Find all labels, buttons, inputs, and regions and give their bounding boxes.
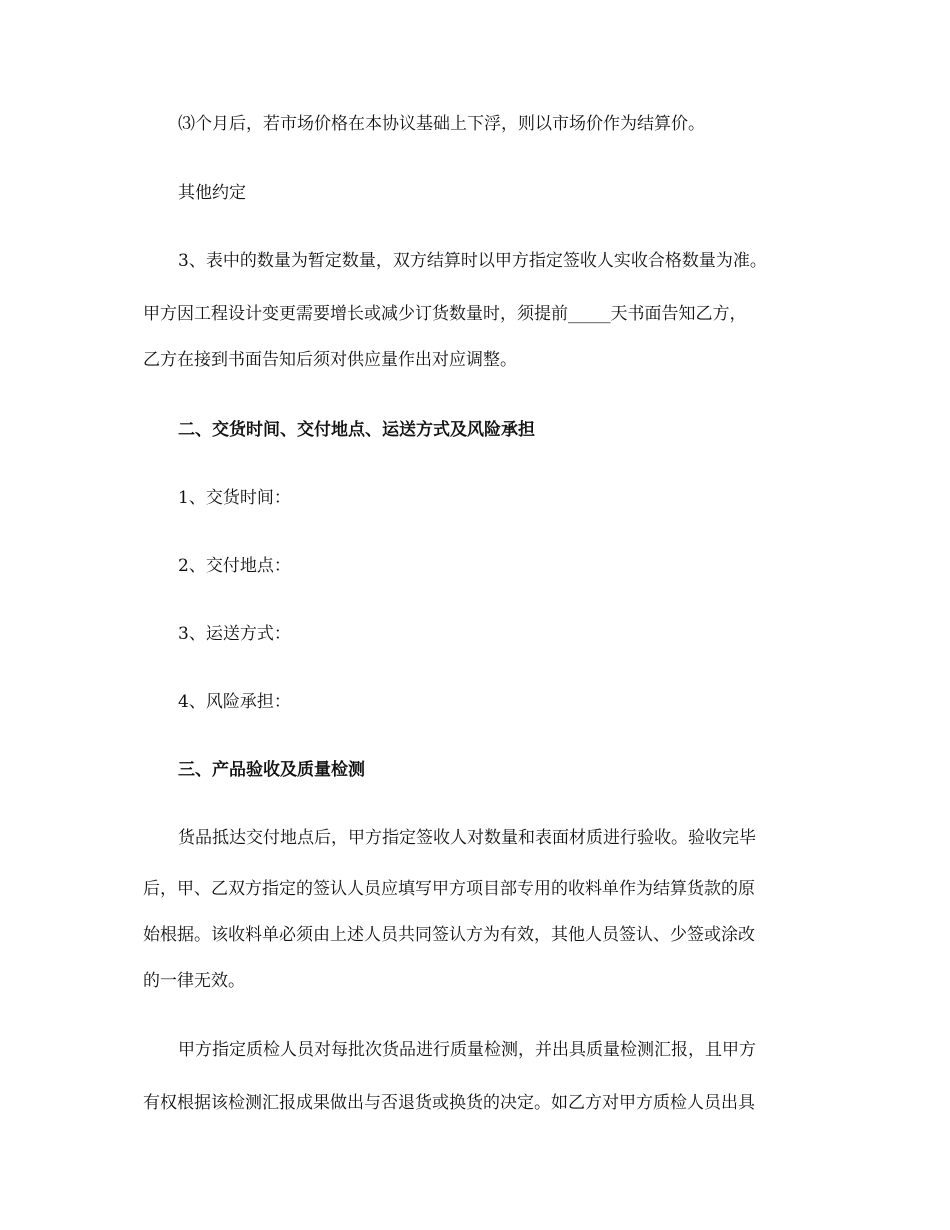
paragraph-line: ⑶个月后，若市场价格在本协议基础上下浮，则以市场价作为结算价。 bbox=[178, 114, 705, 134]
paragraph-line: 乙方在接到书面告知后须对供应量作出对应调整。 bbox=[143, 350, 517, 370]
paragraph-line: 的一律无效。 bbox=[143, 971, 245, 991]
paragraph-line: 始根据。该收料单必须由上述人员共同签认方为有效，其他人员签认、少签或涂改 bbox=[143, 925, 755, 945]
section-heading: 三、产品验收及质量检测 bbox=[178, 760, 365, 780]
paragraph-line: 3、运送方式： bbox=[178, 624, 291, 644]
paragraph-line: 1、交货时间： bbox=[178, 488, 291, 508]
paragraph-line: 3、表中的数量为暂定数量，双方结算时以甲方指定签收人实收合格数量为准。 bbox=[178, 251, 767, 271]
paragraph-line: 2、交付地点： bbox=[178, 556, 291, 576]
paragraph-line: 甲方指定质检人员对每批次货品进行质量检测，并出具质量检测汇报，且甲方 bbox=[178, 1040, 756, 1060]
paragraph-line: 货品抵达交付地点后，甲方指定签收人对数量和表面材质进行验收。验收完毕 bbox=[178, 828, 756, 848]
section-heading: 二、交货时间、交付地点、运送方式及风险承担 bbox=[178, 420, 535, 440]
paragraph-line: 4、风险承担： bbox=[178, 692, 291, 712]
paragraph-line: 有权根据该检测汇报成果做出与否退货或换货的决定。如乙方对甲方质检人员出具 bbox=[143, 1093, 755, 1113]
paragraph-line: 其他约定 bbox=[178, 183, 246, 203]
paragraph-line: 甲方因工程设计变更需要增长或减少订货数量时，须提前_____天书面告知乙方， bbox=[143, 304, 747, 324]
paragraph-line: 后，甲、乙双方指定的签认人员应填写甲方项目部专用的收料单作为结算货款的原 bbox=[143, 879, 755, 899]
